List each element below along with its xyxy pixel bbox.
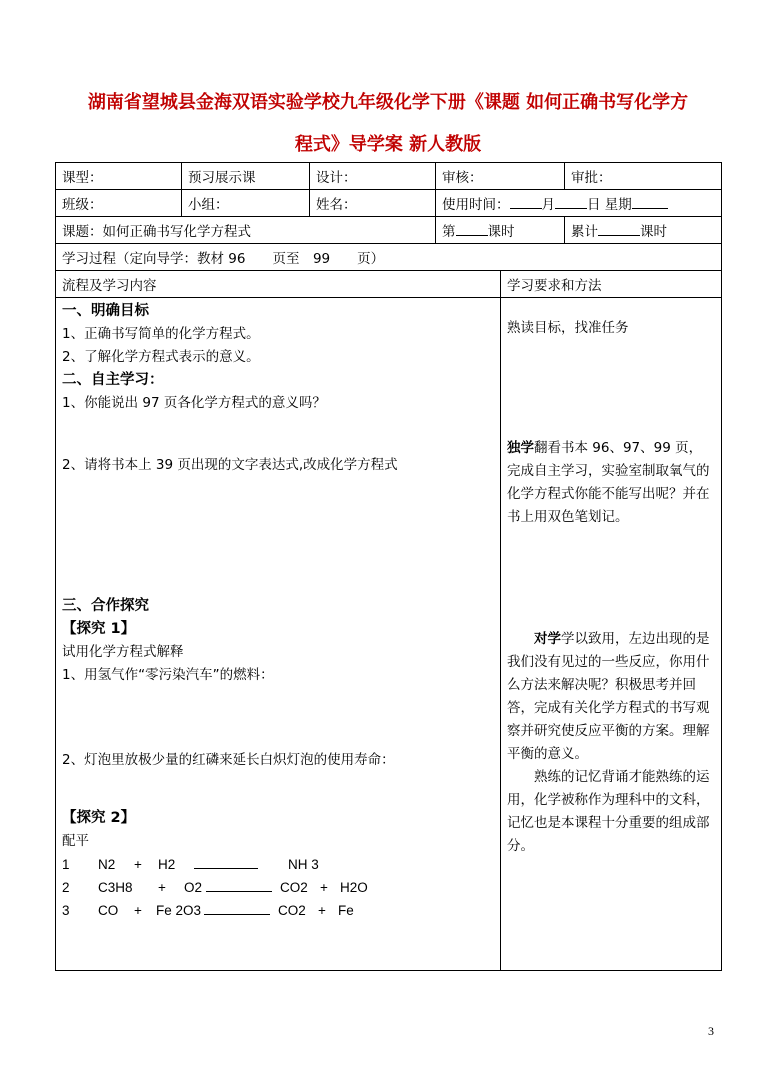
explore1-title: 【探究 1】: [62, 621, 136, 637]
document-title-line2: 程式》导学案 新人教版: [294, 134, 482, 155]
day-label: 日 星期: [587, 197, 632, 213]
eq1-reactant-b: H2: [158, 857, 176, 872]
eq2-reactant-a: C3H8: [98, 880, 133, 895]
equation-3: [62, 899, 494, 922]
eq3-number: 3: [62, 903, 70, 918]
period-blank[interactable]: [456, 222, 488, 236]
use-time-label: 使用时间：: [442, 197, 510, 213]
section1-item1: 1、正确书写简单的化学方程式。: [62, 326, 260, 342]
section1-item2: 2、了解化学方程式表示的意义。: [62, 349, 260, 365]
name-label: 姓名：: [310, 190, 436, 217]
eq3-product-b: Fe: [338, 903, 354, 918]
review-label: 审核：: [436, 163, 565, 190]
method-pair-study-label: 对学: [534, 631, 561, 647]
eq2-reactant-b: O2: [184, 880, 203, 895]
eq3-plus-2: +: [318, 903, 326, 918]
method-self-study: [507, 437, 715, 529]
weekday-blank[interactable]: [632, 195, 668, 209]
document-title-line1: 湖南省望城县金海双语实验学校九年级化学下册《课题 如何正确书写化学方: [87, 92, 689, 113]
eq1-arrow-blank[interactable]: [194, 855, 258, 869]
section3-title: 三、合作探究: [62, 598, 149, 614]
row-topic: [56, 217, 722, 244]
method-memory: 熟练的记忆背诵才能熟练的运用，化学被称作为理科中的文科，记忆也是本课程十分重要的组成部分。: [507, 769, 710, 854]
section2-item2: 2、请将书本上 39 页出现的文字表达式,改成化学方程式: [62, 457, 398, 473]
section2-item1: 1、你能说出 97 页各化学方程式的意义吗？: [62, 395, 326, 411]
equation-1: [62, 853, 494, 876]
period-suffix: 课时: [487, 224, 515, 240]
period-prefix: 第: [442, 224, 456, 240]
method-self-study-text: 翻看书本 96、97、99 页，完成自主学习，实验室制取氧气的化学方程式你能不能写出呢？并在书上用双色笔划记。: [507, 440, 710, 525]
approve-label: 审批：: [565, 163, 722, 190]
month-blank[interactable]: [510, 195, 542, 209]
process-cell: 学习过程（定向导学：教材 96 页至 99 页）: [56, 244, 722, 271]
class-label: 班级：: [56, 190, 182, 217]
eq3-reactant-a: CO: [98, 903, 119, 918]
month-label: 月: [541, 197, 555, 213]
study-guide-table: [55, 162, 722, 971]
explore2-intro: 配平: [62, 833, 89, 849]
explore1-intro: 试用化学方程式解释: [62, 644, 184, 660]
section1-title: 一、明确目标: [62, 303, 149, 319]
use-time: [436, 190, 722, 217]
method-cell: [501, 298, 722, 971]
method-pair-study: [507, 628, 715, 766]
eq1-product: NH 3: [288, 857, 319, 872]
row-column-headers: [56, 271, 722, 298]
row-process: [56, 244, 722, 271]
topic-cell: 课题：如何正确书写化学方程式: [56, 217, 436, 244]
eq2-number: 2: [62, 880, 70, 895]
eq2-arrow-blank[interactable]: [206, 878, 272, 892]
equation-2: [62, 876, 494, 899]
eq1-plus: +: [134, 857, 142, 872]
period-cell: [436, 217, 565, 244]
method-goal: 熟读目标，找准任务: [507, 320, 629, 336]
eq2-product-a: CO2: [280, 880, 308, 895]
section2-title: 二、自主学习：: [62, 372, 164, 388]
lesson-type-label: 课型：: [56, 163, 182, 190]
page-number: 3: [708, 1024, 714, 1038]
content-header: 流程及学习内容: [56, 271, 501, 298]
row-main: [56, 298, 722, 971]
eq1-number: 1: [62, 857, 70, 872]
lesson-type-value: 预习展示课: [182, 163, 310, 190]
eq3-arrow-blank[interactable]: [204, 901, 270, 915]
row-lesson-type: [56, 163, 722, 190]
total-cell: [565, 217, 722, 244]
explore1-item2: 2、灯泡里放极少量的红磷来延长白炽灯泡的使用寿命：: [62, 752, 395, 768]
eq2-plus-2: +: [320, 880, 328, 895]
method-self-study-label: 独学: [507, 440, 534, 456]
eq2-product-b: H2O: [340, 880, 368, 895]
eq3-plus: +: [134, 903, 142, 918]
group-label: 小组：: [182, 190, 310, 217]
method-pair-study-text: 学以致用，左边出现的是我们没有见过的一些反应，你用什么方法来解决呢？积极思考并回答，完成有关化学方程式的书写观察并研究使反应平衡的方案。理解平衡的意义。: [507, 631, 710, 762]
content-cell: [56, 298, 501, 971]
eq2-plus: +: [158, 880, 166, 895]
eq3-product-a: CO2: [278, 903, 306, 918]
total-suffix: 课时: [640, 224, 667, 240]
day-blank[interactable]: [555, 195, 587, 209]
method-header: 学习要求和方法: [501, 271, 722, 298]
explore1-item1: 1、用氢气作“零污染汽车”的燃料：: [62, 667, 274, 683]
design-label: 设计：: [310, 163, 436, 190]
total-prefix: 累计: [571, 224, 598, 240]
total-blank[interactable]: [598, 222, 640, 236]
explore2-title: 【探究 2】: [62, 810, 136, 826]
eq3-reactant-b: Fe 2O3: [156, 903, 202, 918]
eq1-reactant-a: N2: [98, 857, 116, 872]
row-class: [56, 190, 722, 217]
